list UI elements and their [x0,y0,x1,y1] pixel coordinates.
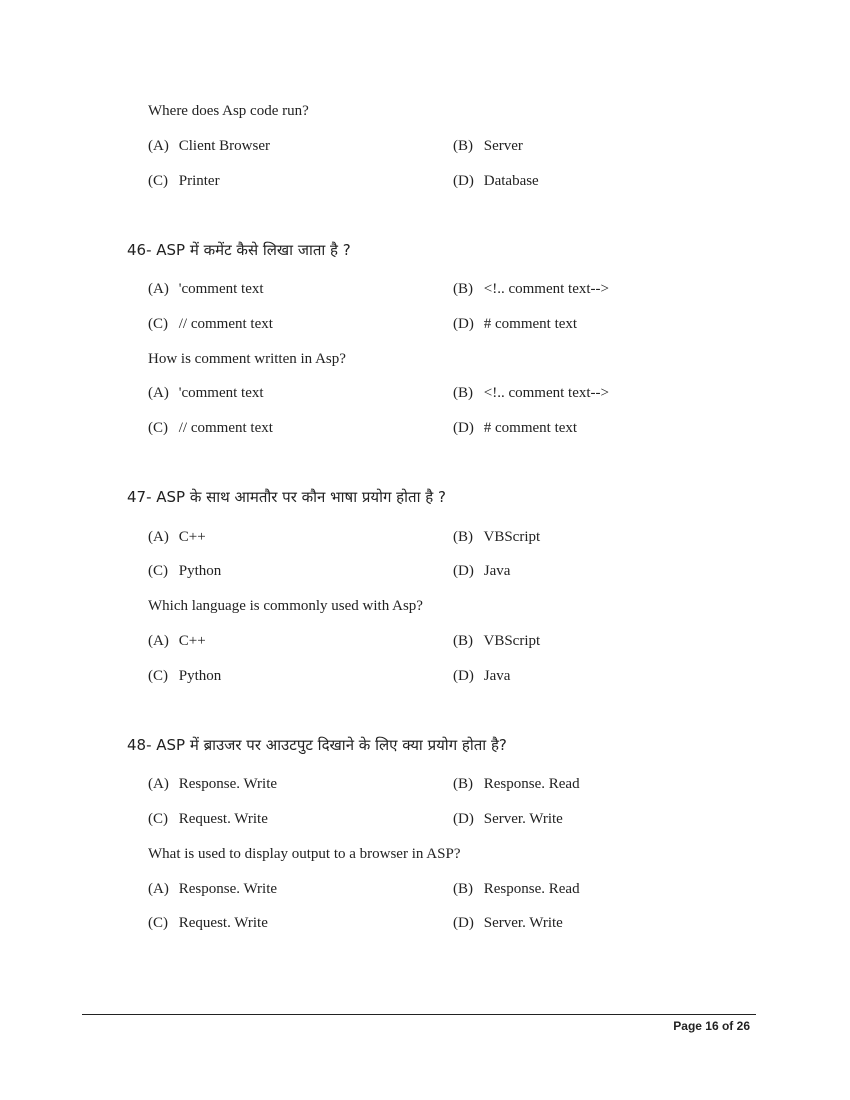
q46-en-option-a [148,384,264,402]
question-45-english: Where does Asp code run? [148,103,309,119]
option-label: (D) [453,563,474,579]
question-46-english: How is comment written in Asp? [148,351,346,367]
question-47-hindi: 47- ASP के साथ आमतौर पर कौन भाषा प्रयोग होता है ? [127,488,446,506]
q46-hi-option-c [148,315,273,333]
question-46-hindi: 46- ASP में कमेंट कैसे लिखा जाता है ? [127,241,351,259]
q47-en-option-c [148,667,221,685]
q45-en-option-a [148,137,270,155]
option-label: (D) [453,668,474,684]
option-label: (B) [453,881,473,897]
option-text: # comment text [483,316,578,332]
option-text: 'comment text [178,385,264,401]
option-label: (C) [148,316,168,332]
option-text: Request. Write [178,915,268,931]
option-label: (C) [148,563,168,579]
option-text: Python [178,563,222,579]
option-text: Response. Write [178,881,278,897]
option-label: (A) [148,385,169,401]
footer-divider [82,1014,756,1015]
q48-hi-option-b [453,775,580,793]
option-text: Python [178,668,222,684]
q48-hi-option-d [453,810,563,828]
option-text: <!.. comment text--> [483,281,609,297]
option-text: C++ [178,529,206,545]
option-text: // comment text [178,420,273,436]
option-text: Java [483,563,511,579]
option-label: (C) [148,915,168,931]
option-label: (A) [148,529,169,545]
option-text: Printer [178,173,220,189]
option-text: 'comment text [178,281,264,297]
option-label: (D) [453,811,474,827]
q45-en-option-d [453,172,539,190]
option-label: (A) [148,281,169,297]
option-text: Response. Write [178,776,278,792]
q46-hi-option-d [453,315,577,333]
option-label: (A) [148,881,169,897]
q48-hi-option-a [148,775,277,793]
option-label: (C) [148,173,168,189]
option-label: (D) [453,915,474,931]
q47-en-option-d [453,667,510,685]
q47-en-option-a [148,632,206,650]
option-label: (D) [453,173,474,189]
option-text: Response. Read [483,776,580,792]
q48-hi-option-c [148,810,268,828]
option-text: Client Browser [178,138,270,154]
option-label: (B) [453,281,473,297]
option-text: C++ [178,633,206,649]
option-text: Response. Read [483,881,580,897]
option-label: (A) [148,776,169,792]
q47-hi-option-c [148,562,221,580]
q46-hi-option-b [453,280,609,298]
page-number: Page 16 of 26 [673,1019,750,1033]
option-label: (D) [453,316,474,332]
option-text: Server [483,138,523,154]
question-48-hindi: 48- ASP में ब्राउजर पर आउटपुट दिखाने के लिए क्या प्रयोग होता है? [127,736,507,754]
option-label: (B) [453,633,473,649]
q46-en-option-c [148,419,273,437]
option-label: (C) [148,811,168,827]
option-text: Server. Write [483,915,563,931]
q47-hi-option-b [453,528,540,546]
q45-en-option-b [453,137,523,155]
question-47-english: Which language is commonly used with Asp? [148,598,423,614]
q45-en-option-c [148,172,220,190]
option-label: (C) [148,420,168,436]
option-text: VBScript [483,633,541,649]
option-text: // comment text [178,316,273,332]
option-label: (B) [453,138,473,154]
option-text: Request. Write [178,811,268,827]
option-text: VBScript [483,529,541,545]
q48-en-option-b [453,880,580,898]
q46-en-option-b [453,384,609,402]
q48-en-option-c [148,914,268,932]
q47-hi-option-a [148,528,206,546]
option-label: (B) [453,529,473,545]
option-text: # comment text [483,420,578,436]
q46-en-option-d [453,419,577,437]
option-text: Java [483,668,511,684]
option-label: (A) [148,138,169,154]
option-label: (B) [453,776,473,792]
option-label: (D) [453,420,474,436]
option-label: (A) [148,633,169,649]
q47-hi-option-d [453,562,510,580]
option-text: Server. Write [483,811,563,827]
option-text: <!.. comment text--> [483,385,609,401]
q48-en-option-d [453,914,563,932]
question-48-english: What is used to display output to a browser in ASP? [148,846,461,862]
option-label: (C) [148,668,168,684]
q46-hi-option-a [148,280,264,298]
q48-en-option-a [148,880,277,898]
option-text: Database [483,173,539,189]
q47-en-option-b [453,632,540,650]
option-label: (B) [453,385,473,401]
